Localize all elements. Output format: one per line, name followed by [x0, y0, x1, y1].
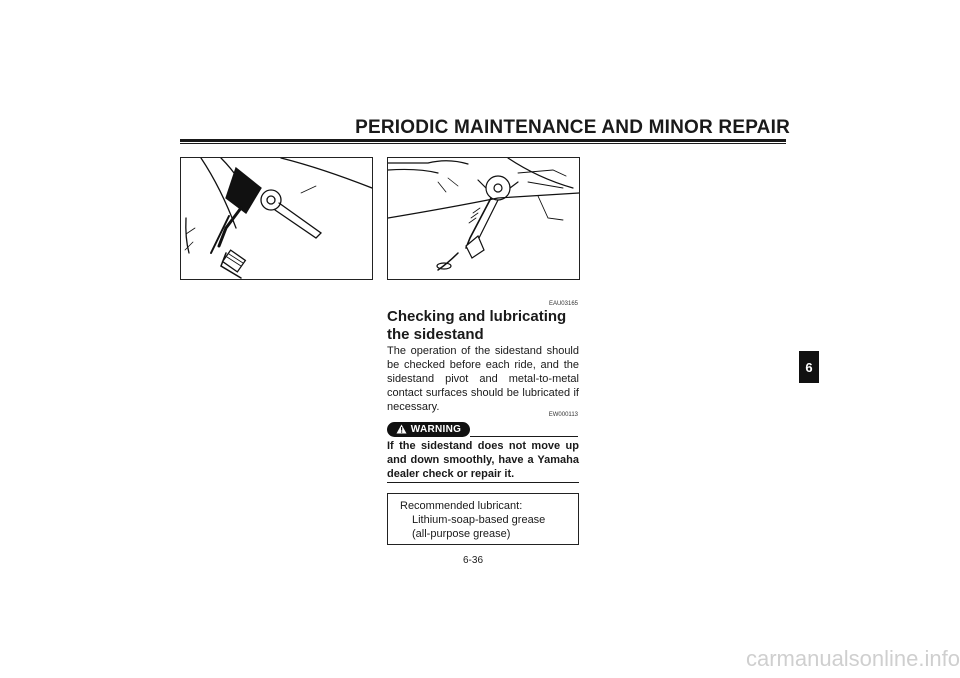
section-heading: Checking and lubricating the sidestand — [387, 308, 567, 343]
section-body: The operation of the sidestand should be checked before each ride, and the sidestand pivot and metal-to-metal contact surfaces should be lubricated if necessary. — [387, 345, 579, 413]
warning-rule — [470, 436, 578, 437]
page-title: PERIODIC MAINTENANCE AND MINOR REPAIR — [355, 117, 790, 138]
page-number: 6-36 — [463, 555, 484, 566]
footrest-pivot-illustration — [180, 157, 373, 280]
sidestand-illustration — [387, 157, 580, 280]
chapter-tab: 6 — [799, 351, 819, 383]
warning-rule-bottom — [387, 482, 579, 483]
warning-code: EW000113 — [548, 412, 578, 418]
header-rule — [180, 139, 786, 142]
lubricant-box — [387, 493, 579, 545]
section-code: EAU03165 — [548, 301, 578, 307]
lubricant-line-2: (all-purpose grease) — [412, 528, 511, 540]
warning-badge — [387, 422, 470, 437]
header-rule-thin — [180, 143, 786, 144]
lubricant-label: Recommended lubricant: — [400, 500, 523, 512]
warning-text: If the sidestand does not move up and down smoothly, have a Yamaha dealer check or repair it. — [387, 440, 579, 480]
lubricant-line-1: Lithium-soap-based grease — [412, 514, 546, 526]
watermark: carmanualsonline.info — [745, 646, 960, 671]
warning-icon — [396, 421, 407, 439]
warning-label: WARNING — [410, 424, 462, 435]
